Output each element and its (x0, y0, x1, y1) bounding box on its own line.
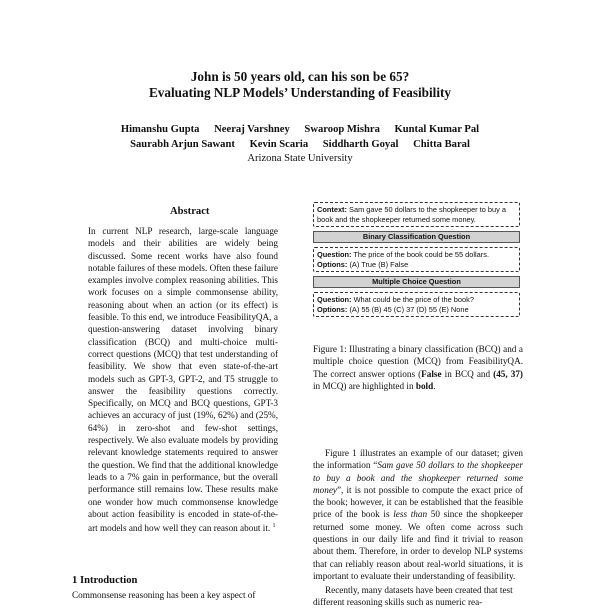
paragraph-part: ”, it is not possible to compute the exact price of the book; however, it can be established that the feasible price of the book is (313, 484, 523, 520)
bcq-box (313, 247, 520, 272)
caption-part: in BCQ and (441, 368, 494, 379)
right-paragraph-1 (313, 447, 523, 582)
mcq-options: (A) 55 (B) 45 (C) 37 (D) 55 (E) None (349, 304, 469, 314)
abstract-heading: Abstract (170, 206, 210, 217)
author-name: Saurabh Arjun Sawant (130, 139, 235, 150)
figure-1 (313, 202, 520, 317)
author-row-1 (0, 122, 600, 137)
figure-caption (313, 343, 523, 392)
mcq-options-label: Options: (317, 304, 348, 314)
caption-bold: bold (415, 380, 434, 391)
emphasis: less than (393, 509, 428, 520)
mcq-header: Multiple Choice Question (313, 276, 520, 288)
context-text: Sam gave 50 dollars to the shopkeeper to buy a book and the shopkeeper returned some money. (317, 205, 506, 224)
mcq-question: What could be the price of the book? (353, 295, 474, 304)
section-heading-introduction: 1 Introduction (72, 575, 138, 586)
bcq-question: The price of the book could be 55 dollars. (353, 250, 490, 259)
bcq-options-label: Options: (317, 259, 348, 269)
paragraph-part: 50 since the shopkeeper returned some money. We often come across such questions in our daily life and find it trivial to reason about them. Therefore, in order to develop NLP systems that can reliably reason about real-world situations, it is important to evaluate their understanding of feasibility. (313, 509, 523, 581)
author-name: Himanshu Gupta (120, 124, 200, 135)
author-name: Chitta Baral (413, 139, 470, 150)
caption-part: Figure 1: Illustrating a binary classification (BCQ) and a multiple choice question (MCQ) from FeasibilityQA. The correct answer options ( (313, 344, 523, 379)
abstract-body: In current NLP research, large-scale language models and their abilities are widely being discussed. Some recent works have also found notable failures of these models. Often these failure examples involve complex reasoning abilities. This work focuses on a simple commonsense ability, reasoning about when an action (or its effect) is feasible. To this end, we introduce FeasibilityQA, a question-answering dataset involving binary classification (BCQ) and multi-choice multi-correct questions (MCQ) that test understanding of feasibility. We show that even state-of-the-art models such as GPT-3, GPT-2, and T5 struggle to answer the feasibility questions correctly. Specifically, on MCQ and BCQ questions, GPT-3 achieves an accuracy of just (19%, 62%) and (25%, 64%) in zero-shot and few-shot settings, respectively. We also evaluate models by providing relevant knowledge statements required to answer the question. We find that the additional knowledge leads to a 7% gain in performance, but the overall performance still remains low. These results make one wonder how much commonsense knowledge about action feasibility is encoded in state-of-the-art models and how well they can reason about it. (88, 226, 278, 534)
caption-bold: (45, 37) (493, 368, 523, 379)
caption-bold: False (421, 368, 442, 379)
paper-title-line1: John is 50 years old, can his son be 65? (190, 69, 410, 84)
paper-title-line2: Evaluating NLP Models’ Understanding of Feasibility (149, 85, 451, 100)
author-name: Siddharth Goyal (322, 139, 399, 150)
abstract-text (88, 225, 278, 534)
bcq-options: (A) True (B) False (349, 259, 409, 269)
author-name: Kevin Scaria (249, 139, 309, 150)
context-box (313, 202, 520, 227)
intro-text: Commonsense reasoning has been a key aspect of (72, 590, 256, 600)
context-label: Context: (317, 205, 347, 214)
author-name: Neeraj Varshney (214, 124, 290, 135)
footnote-mark: 1 (272, 523, 276, 530)
bcq-question-label: Question: (317, 250, 352, 259)
author-name: Swaroop Mishra (304, 124, 380, 135)
bcq-header: Binary Classification Question (313, 231, 520, 243)
author-name: Kuntal Kumar Pal (394, 124, 480, 135)
right-paragraph-2 (313, 584, 523, 609)
quoted-example: Sam gave 50 dollars to the shopkeeper to buy a book and the shopkeeper returned some money (313, 460, 523, 495)
author-row-2 (0, 137, 600, 152)
caption-part: in MCQ) are highlighted in (313, 380, 416, 391)
affiliation: Arizona State University (247, 153, 353, 164)
caption-part: . (433, 380, 436, 391)
mcq-box (313, 292, 520, 317)
paragraph-part: Recently, many datasets have been created that test different reasoning skills such as numeric rea- (313, 585, 513, 608)
paragraph-part: Figure 1 illustrates an example of our dataset; given the information “ (313, 448, 523, 471)
mcq-question-label: Question: (317, 295, 352, 304)
